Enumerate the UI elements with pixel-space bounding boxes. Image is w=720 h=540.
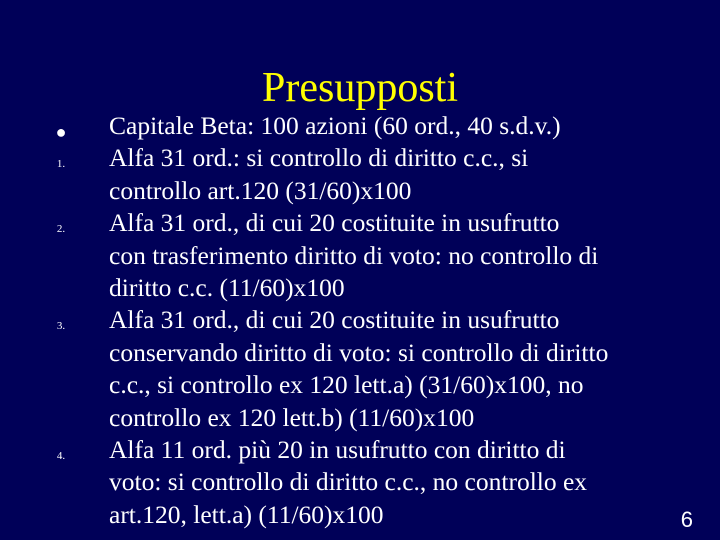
text-line: voto: si controllo di diritto c.c., no controllo ex <box>109 467 588 497</box>
list-item-2 <box>0 207 720 304</box>
text-line: Alfa 31 ord., di cui 20 costituite in usufrutto <box>109 305 560 335</box>
text-line: con trasferimento diritto di voto: no controllo di <box>109 240 599 270</box>
list-item-text <box>109 207 679 304</box>
list-item-4 <box>0 434 720 531</box>
number-marker: 4. <box>56 450 66 463</box>
text-line: diritto c.c. (11/60)x100 <box>109 273 345 303</box>
slide-title: Presupposti <box>261 65 458 111</box>
text-line: Alfa 31 ord.: si controllo di diritto c.c., si <box>109 143 529 173</box>
page-number: 6 <box>680 507 693 532</box>
list-item-1 <box>0 142 720 207</box>
text-line: conservando diritto di voto: si controllo di diritto <box>109 337 609 367</box>
text-line: c.c., si controllo ex 120 lett.a) (31/60)x100, no <box>109 370 584 400</box>
number-marker: 2. <box>56 223 66 236</box>
number-marker: 1. <box>56 158 66 171</box>
list-item-bullet <box>0 110 720 142</box>
slide-content <box>0 110 720 531</box>
text-line: Alfa 31 ord., di cui 20 costituite in usufrutto <box>109 208 560 238</box>
list-item-3 <box>0 304 720 434</box>
text-line: Capitale Beta: 100 azioni (60 ord., 40 s.d.v.) <box>109 111 561 140</box>
list-item-text <box>109 434 679 531</box>
bullet-marker: ● <box>55 122 67 142</box>
text-line: controllo art.120 (31/60)x100 <box>109 175 412 205</box>
number-marker: 3. <box>56 320 66 333</box>
list-item-text <box>109 304 679 434</box>
text-line: Alfa 11 ord. più 20 in usufrutto con diritto di <box>109 435 566 465</box>
text-line: art.120, lett.a) (11/60)x100 <box>109 499 384 529</box>
list-item-text <box>109 142 679 207</box>
list-item-text <box>109 110 679 142</box>
text-line: controllo ex 120 lett.b) (11/60)x100 <box>109 402 475 432</box>
